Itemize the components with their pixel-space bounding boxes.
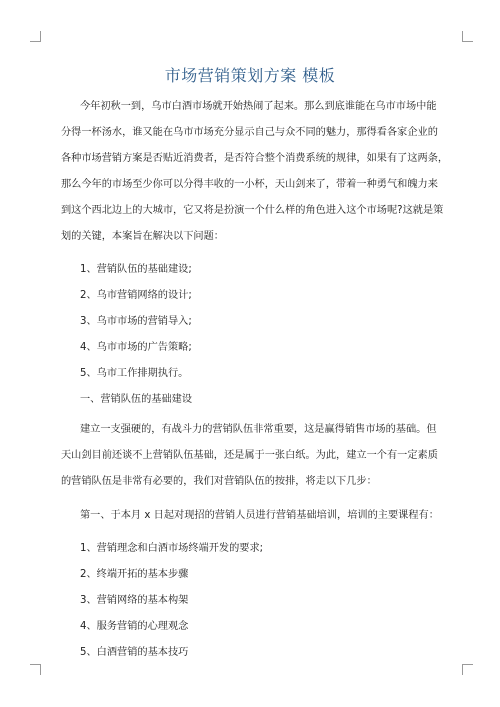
intro-line: 分得一杯汤水，谁又能在乌市市场充分显示自己与众不同的魅力，那得看各家企业的 [61,127,438,138]
intro-line: 那么今年的市场至少你可以分得丰收的一小杯，天山剑来了，带着一种勇气和魄力来 [61,179,438,190]
course-item: 1、营销理念和白酒市场终端开发的要求; [80,543,264,554]
section-line: 天山剑目前还谈不上营销队伍基础，还是属于一张白纸。为此，建立一个有一定素质 [61,450,438,461]
section-line: 的营销队伍是非常有必要的，我们对营销队伍的按排，将走以下几步： [61,476,377,487]
crop-mark-top-left [30,31,41,42]
problem-item: 3、乌市市场的营销导入; [80,316,192,327]
course-item: 3、营销网络的基本构架 [80,595,189,606]
intro-line: 今年初秋一到，乌市白酒市场就开始热闹了起来。那么到底谁能在乌市市场中能 [80,101,437,112]
crop-mark-bottom-left [30,664,41,675]
course-item: 5、白酒营销的基本技巧 [80,647,189,658]
intro-line: 划的关键，本案旨在解决以下问题： [61,231,224,242]
crop-mark-bottom-right [462,664,473,675]
course-item: 4、服务营销的心理观念 [80,621,189,632]
problem-item: 5、乌市工作排期执行。 [80,368,189,379]
step-line: 第一、于本月 x 日起对现招的营销人员进行营销基础培训，培训的主要课程有： [80,510,439,521]
intro-line: 各种市场营销方案是否贴近消费者，是否符合整个消费系统的规律，如果有了这两条， [61,153,449,164]
crop-mark-top-right [462,31,473,42]
problem-item: 2、乌市营销网络的设计; [80,290,192,301]
section-line: 建立一支强硬的，有战斗力的营销队伍非常重要，这是赢得销售市场的基础。但 [80,424,437,435]
problem-item: 1、营销队伍的基础建设; [80,264,192,275]
document-title: 市场营销策划方案 模板 [164,66,336,85]
problem-item: 4、乌市市场的广告策略; [80,342,192,353]
section-heading: 一、营销队伍的基础建设 [80,394,193,405]
intro-line: 到这个西北边上的大城市，它又将是扮演一个什么样的角色进入这个市场呢?这就是策 [61,205,444,216]
course-item: 2、终端开拓的基本步骤 [80,569,189,580]
